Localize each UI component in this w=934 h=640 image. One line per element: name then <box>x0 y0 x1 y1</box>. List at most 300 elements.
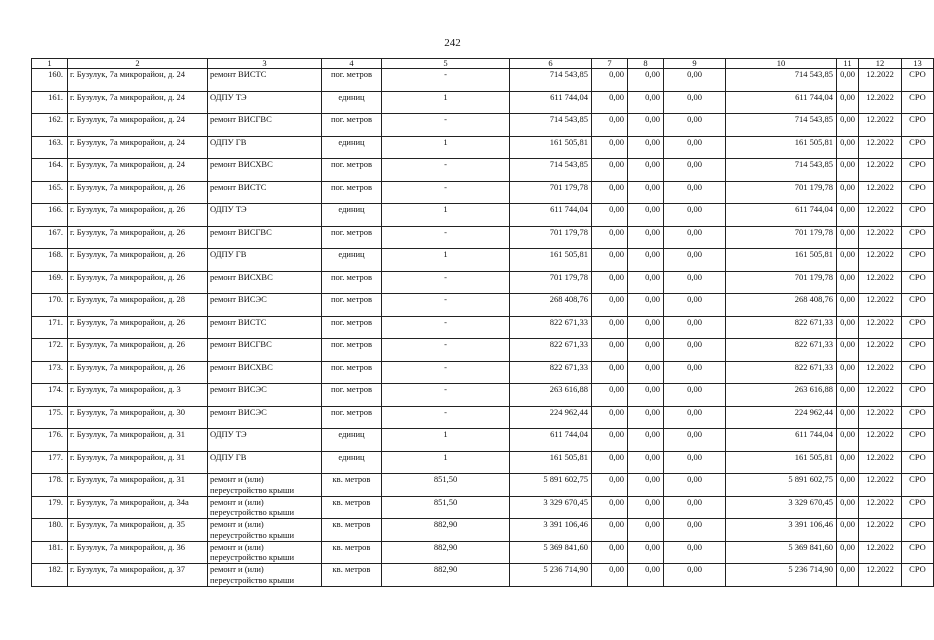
work-type-cell: ремонт ВИСХВС <box>208 271 322 294</box>
column-number: 3 <box>208 59 322 69</box>
budget-cell: 0,00 <box>628 384 664 407</box>
source-cell: СРО <box>902 69 934 92</box>
table-row <box>32 339 934 362</box>
fund-cell: 0,00 <box>592 136 628 159</box>
page-number: 242 <box>444 37 461 49</box>
row-number: 160. <box>32 69 68 92</box>
owner-funds-cell: 701 179,78 <box>726 226 837 249</box>
address-cell: г. Бузулук, 7а микрорайон, д. 36 <box>68 541 208 564</box>
row-number: 165. <box>32 181 68 204</box>
local-budget-cell: 0,00 <box>664 496 726 519</box>
fund-cell: 0,00 <box>592 384 628 407</box>
address-cell: г. Бузулук, 7а микрорайон, д. 24 <box>68 69 208 92</box>
work-type-cell: ремонт ВИСТС <box>208 181 322 204</box>
budget-cell: 0,00 <box>628 294 664 317</box>
owner-funds-cell: 5 891 602,75 <box>726 474 837 497</box>
local-budget-cell: 0,00 <box>664 204 726 227</box>
other-funds-cell: 0,00 <box>837 361 859 384</box>
fund-cell: 0,00 <box>592 69 628 92</box>
local-budget-cell: 0,00 <box>664 564 726 587</box>
unit-cell: единиц <box>322 204 382 227</box>
budget-cell: 0,00 <box>628 519 664 542</box>
fund-cell: 0,00 <box>592 181 628 204</box>
budget-cell: 0,00 <box>628 406 664 429</box>
row-number: 163. <box>32 136 68 159</box>
address-cell: г. Бузулук, 7а микрорайон, д. 31 <box>68 451 208 474</box>
column-number: 5 <box>382 59 510 69</box>
row-number: 181. <box>32 541 68 564</box>
deadline-cell: 12.2022 <box>859 384 902 407</box>
table-row <box>32 136 934 159</box>
quantity-cell: 851,50 <box>382 474 510 497</box>
other-funds-cell: 0,00 <box>837 564 859 587</box>
address-cell: г. Бузулук, 7а микрорайон, д. 24 <box>68 159 208 182</box>
total-cost-cell: 263 616,88 <box>510 384 592 407</box>
local-budget-cell: 0,00 <box>664 451 726 474</box>
local-budget-cell: 0,00 <box>664 91 726 114</box>
work-type-cell: ремонт ВИСЭС <box>208 294 322 317</box>
budget-cell: 0,00 <box>628 159 664 182</box>
quantity-cell: - <box>382 406 510 429</box>
total-cost-cell: 161 505,81 <box>510 136 592 159</box>
local-budget-cell: 0,00 <box>664 361 726 384</box>
source-cell: СРО <box>902 204 934 227</box>
source-cell: СРО <box>902 136 934 159</box>
row-number: 173. <box>32 361 68 384</box>
local-budget-cell: 0,00 <box>664 541 726 564</box>
address-cell: г. Бузулук, 7а микрорайон, д. 26 <box>68 204 208 227</box>
fund-cell: 0,00 <box>592 249 628 272</box>
deadline-cell: 12.2022 <box>859 564 902 587</box>
other-funds-cell: 0,00 <box>837 451 859 474</box>
budget-cell: 0,00 <box>628 136 664 159</box>
unit-cell: пог. метров <box>322 361 382 384</box>
local-budget-cell: 0,00 <box>664 226 726 249</box>
source-cell: СРО <box>902 451 934 474</box>
work-type-cell: ремонт и (или) переустройство крыши <box>208 474 322 497</box>
quantity-cell: - <box>382 339 510 362</box>
other-funds-cell: 0,00 <box>837 91 859 114</box>
deadline-cell: 12.2022 <box>859 91 902 114</box>
owner-funds-cell: 701 179,78 <box>726 181 837 204</box>
unit-cell: кв. метров <box>322 474 382 497</box>
quantity-cell: - <box>382 226 510 249</box>
table-row <box>32 271 934 294</box>
address-cell: г. Бузулук, 7а микрорайон, д. 26 <box>68 361 208 384</box>
local-budget-cell: 0,00 <box>664 429 726 452</box>
budget-cell: 0,00 <box>628 204 664 227</box>
total-cost-cell: 822 671,33 <box>510 361 592 384</box>
table-row <box>32 294 934 317</box>
column-number: 2 <box>68 59 208 69</box>
unit-cell: пог. метров <box>322 316 382 339</box>
work-type-cell: ОДПУ ТЭ <box>208 429 322 452</box>
total-cost-cell: 5 891 602,75 <box>510 474 592 497</box>
fund-cell: 0,00 <box>592 271 628 294</box>
fund-cell: 0,00 <box>592 474 628 497</box>
budget-cell: 0,00 <box>628 474 664 497</box>
address-cell: г. Бузулук, 7а микрорайон, д. 26 <box>68 316 208 339</box>
deadline-cell: 12.2022 <box>859 316 902 339</box>
budget-cell: 0,00 <box>628 451 664 474</box>
unit-cell: кв. метров <box>322 519 382 542</box>
fund-cell: 0,00 <box>592 361 628 384</box>
table-row <box>32 474 934 497</box>
total-cost-cell: 822 671,33 <box>510 316 592 339</box>
row-number: 162. <box>32 114 68 137</box>
budget-cell: 0,00 <box>628 339 664 362</box>
address-cell: г. Бузулук, 7а микрорайон, д. 31 <box>68 474 208 497</box>
budget-cell: 0,00 <box>628 114 664 137</box>
fund-cell: 0,00 <box>592 159 628 182</box>
other-funds-cell: 0,00 <box>837 181 859 204</box>
local-budget-cell: 0,00 <box>664 384 726 407</box>
quantity-cell: 1 <box>382 91 510 114</box>
quantity-cell: 882,90 <box>382 564 510 587</box>
quantity-cell: - <box>382 361 510 384</box>
address-cell: г. Бузулук, 7а микрорайон, д. 26 <box>68 271 208 294</box>
table-row <box>32 406 934 429</box>
fund-cell: 0,00 <box>592 316 628 339</box>
other-funds-cell: 0,00 <box>837 474 859 497</box>
budget-cell: 0,00 <box>628 429 664 452</box>
source-cell: СРО <box>902 564 934 587</box>
table-row <box>32 541 934 564</box>
local-budget-cell: 0,00 <box>664 114 726 137</box>
address-cell: г. Бузулук, 7а микрорайон, д. 24 <box>68 136 208 159</box>
work-type-cell: ремонт ВИСТС <box>208 69 322 92</box>
source-cell: СРО <box>902 541 934 564</box>
fund-cell: 0,00 <box>592 541 628 564</box>
total-cost-cell: 701 179,78 <box>510 271 592 294</box>
unit-cell: пог. метров <box>322 384 382 407</box>
other-funds-cell: 0,00 <box>837 69 859 92</box>
total-cost-cell: 714 543,85 <box>510 114 592 137</box>
quantity-cell: 1 <box>382 429 510 452</box>
row-number: 166. <box>32 204 68 227</box>
local-budget-cell: 0,00 <box>664 294 726 317</box>
unit-cell: пог. метров <box>322 226 382 249</box>
owner-funds-cell: 5 369 841,60 <box>726 541 837 564</box>
quantity-cell: 1 <box>382 451 510 474</box>
quantity-cell: 1 <box>382 204 510 227</box>
other-funds-cell: 0,00 <box>837 249 859 272</box>
budget-cell: 0,00 <box>628 271 664 294</box>
unit-cell: пог. метров <box>322 69 382 92</box>
fund-cell: 0,00 <box>592 339 628 362</box>
other-funds-cell: 0,00 <box>837 429 859 452</box>
quantity-cell: 882,90 <box>382 519 510 542</box>
deadline-cell: 12.2022 <box>859 406 902 429</box>
deadline-cell: 12.2022 <box>859 519 902 542</box>
address-cell: г. Бузулук, 7а микрорайон, д. 3 <box>68 384 208 407</box>
owner-funds-cell: 611 744,04 <box>726 91 837 114</box>
table-row <box>32 451 934 474</box>
owner-funds-cell: 822 671,33 <box>726 361 837 384</box>
deadline-cell: 12.2022 <box>859 361 902 384</box>
work-type-cell: ремонт и (или) переустройство крыши <box>208 519 322 542</box>
deadline-cell: 12.2022 <box>859 451 902 474</box>
table-row <box>32 181 934 204</box>
work-type-cell: ремонт ВИСГВС <box>208 339 322 362</box>
row-number: 170. <box>32 294 68 317</box>
other-funds-cell: 0,00 <box>837 136 859 159</box>
owner-funds-cell: 263 616,88 <box>726 384 837 407</box>
quantity-cell: - <box>382 271 510 294</box>
unit-cell: пог. метров <box>322 406 382 429</box>
work-type-cell: ОДПУ ТЭ <box>208 91 322 114</box>
table-row <box>32 69 934 92</box>
unit-cell: единиц <box>322 136 382 159</box>
source-cell: СРО <box>902 181 934 204</box>
other-funds-cell: 0,00 <box>837 114 859 137</box>
quantity-cell: 1 <box>382 136 510 159</box>
deadline-cell: 12.2022 <box>859 69 902 92</box>
address-cell: г. Бузулук, 7а микрорайон, д. 24 <box>68 91 208 114</box>
address-cell: г. Бузулук, 7а микрорайон, д. 34а <box>68 496 208 519</box>
work-type-cell: ремонт ВИСЭС <box>208 406 322 429</box>
deadline-cell: 12.2022 <box>859 294 902 317</box>
fund-cell: 0,00 <box>592 406 628 429</box>
owner-funds-cell: 224 962,44 <box>726 406 837 429</box>
fund-cell: 0,00 <box>592 114 628 137</box>
column-number: 1 <box>32 59 68 69</box>
local-budget-cell: 0,00 <box>664 339 726 362</box>
budget-cell: 0,00 <box>628 316 664 339</box>
work-type-cell: ремонт и (или) переустройство крыши <box>208 496 322 519</box>
fund-cell: 0,00 <box>592 429 628 452</box>
table-row <box>32 429 934 452</box>
work-type-cell: ремонт ВИСТС <box>208 316 322 339</box>
quantity-cell: - <box>382 114 510 137</box>
deadline-cell: 12.2022 <box>859 271 902 294</box>
table-row <box>32 249 934 272</box>
quantity-cell: - <box>382 69 510 92</box>
row-number: 172. <box>32 339 68 362</box>
table-row <box>32 226 934 249</box>
table-row <box>32 159 934 182</box>
column-number: 13 <box>902 59 934 69</box>
unit-cell: пог. метров <box>322 159 382 182</box>
table-row <box>32 316 934 339</box>
budget-cell: 0,00 <box>628 361 664 384</box>
owner-funds-cell: 268 408,76 <box>726 294 837 317</box>
row-number: 174. <box>32 384 68 407</box>
work-type-cell: ремонт ВИСХВС <box>208 361 322 384</box>
budget-cell: 0,00 <box>628 91 664 114</box>
column-number: 7 <box>592 59 628 69</box>
total-cost-cell: 5 369 841,60 <box>510 541 592 564</box>
budget-cell: 0,00 <box>628 181 664 204</box>
work-type-cell: ремонт ВИСГВС <box>208 114 322 137</box>
source-cell: СРО <box>902 429 934 452</box>
source-cell: СРО <box>902 316 934 339</box>
column-number: 6 <box>510 59 592 69</box>
owner-funds-cell: 611 744,04 <box>726 204 837 227</box>
local-budget-cell: 0,00 <box>664 474 726 497</box>
owner-funds-cell: 714 543,85 <box>726 159 837 182</box>
address-cell: г. Бузулук, 7а микрорайон, д. 26 <box>68 249 208 272</box>
total-cost-cell: 161 505,81 <box>510 249 592 272</box>
row-number: 167. <box>32 226 68 249</box>
address-cell: г. Бузулук, 7а микрорайон, д. 26 <box>68 181 208 204</box>
row-number: 177. <box>32 451 68 474</box>
local-budget-cell: 0,00 <box>664 316 726 339</box>
budget-cell: 0,00 <box>628 69 664 92</box>
other-funds-cell: 0,00 <box>837 384 859 407</box>
source-cell: СРО <box>902 249 934 272</box>
table-row <box>32 564 934 587</box>
owner-funds-cell: 161 505,81 <box>726 136 837 159</box>
unit-cell: пог. метров <box>322 294 382 317</box>
table-row <box>32 384 934 407</box>
local-budget-cell: 0,00 <box>664 181 726 204</box>
unit-cell: кв. метров <box>322 496 382 519</box>
row-number: 161. <box>32 91 68 114</box>
quantity-cell: - <box>382 384 510 407</box>
address-cell: г. Бузулук, 7а микрорайон, д. 26 <box>68 226 208 249</box>
local-budget-cell: 0,00 <box>664 136 726 159</box>
local-budget-cell: 0,00 <box>664 69 726 92</box>
local-budget-cell: 0,00 <box>664 406 726 429</box>
other-funds-cell: 0,00 <box>837 316 859 339</box>
work-type-cell: ОДПУ ГВ <box>208 136 322 159</box>
deadline-cell: 12.2022 <box>859 226 902 249</box>
fund-cell: 0,00 <box>592 496 628 519</box>
total-cost-cell: 611 744,04 <box>510 429 592 452</box>
other-funds-cell: 0,00 <box>837 519 859 542</box>
budget-cell: 0,00 <box>628 564 664 587</box>
row-number: 175. <box>32 406 68 429</box>
total-cost-cell: 3 329 670,45 <box>510 496 592 519</box>
owner-funds-cell: 701 179,78 <box>726 271 837 294</box>
fund-cell: 0,00 <box>592 91 628 114</box>
row-number: 168. <box>32 249 68 272</box>
fund-cell: 0,00 <box>592 451 628 474</box>
deadline-cell: 12.2022 <box>859 114 902 137</box>
local-budget-cell: 0,00 <box>664 519 726 542</box>
owner-funds-cell: 714 543,85 <box>726 114 837 137</box>
total-cost-cell: 714 543,85 <box>510 159 592 182</box>
quantity-cell: 1 <box>382 249 510 272</box>
column-number: 11 <box>837 59 859 69</box>
unit-cell: единиц <box>322 451 382 474</box>
deadline-cell: 12.2022 <box>859 429 902 452</box>
table-row <box>32 496 934 519</box>
other-funds-cell: 0,00 <box>837 204 859 227</box>
address-cell: г. Бузулук, 7а микрорайон, д. 35 <box>68 519 208 542</box>
owner-funds-cell: 5 236 714,90 <box>726 564 837 587</box>
work-type-cell: ОДПУ ГВ <box>208 249 322 272</box>
source-cell: СРО <box>902 226 934 249</box>
work-type-cell: ремонт ВИСХВС <box>208 159 322 182</box>
owner-funds-cell: 161 505,81 <box>726 451 837 474</box>
total-cost-cell: 5 236 714,90 <box>510 564 592 587</box>
unit-cell: кв. метров <box>322 564 382 587</box>
deadline-cell: 12.2022 <box>859 136 902 159</box>
work-type-cell: ОДПУ ТЭ <box>208 204 322 227</box>
row-number: 169. <box>32 271 68 294</box>
work-type-cell: ОДПУ ГВ <box>208 451 322 474</box>
address-cell: г. Бузулук, 7а микрорайон, д. 37 <box>68 564 208 587</box>
other-funds-cell: 0,00 <box>837 541 859 564</box>
fund-cell: 0,00 <box>592 226 628 249</box>
fund-cell: 0,00 <box>592 519 628 542</box>
address-cell: г. Бузулук, 7а микрорайон, д. 28 <box>68 294 208 317</box>
address-cell: г. Бузулук, 7а микрорайон, д. 31 <box>68 429 208 452</box>
source-cell: СРО <box>902 159 934 182</box>
source-cell: СРО <box>902 474 934 497</box>
other-funds-cell: 0,00 <box>837 226 859 249</box>
total-cost-cell: 822 671,33 <box>510 339 592 362</box>
row-number: 171. <box>32 316 68 339</box>
local-budget-cell: 0,00 <box>664 271 726 294</box>
capital-repair-table <box>31 58 934 587</box>
deadline-cell: 12.2022 <box>859 474 902 497</box>
row-number: 179. <box>32 496 68 519</box>
deadline-cell: 12.2022 <box>859 159 902 182</box>
table-row <box>32 519 934 542</box>
address-cell: г. Бузулук, 7а микрорайон, д. 26 <box>68 339 208 362</box>
source-cell: СРО <box>902 361 934 384</box>
deadline-cell: 12.2022 <box>859 339 902 362</box>
fund-cell: 0,00 <box>592 564 628 587</box>
table-row <box>32 114 934 137</box>
deadline-cell: 12.2022 <box>859 181 902 204</box>
budget-cell: 0,00 <box>628 541 664 564</box>
quantity-cell: 882,90 <box>382 541 510 564</box>
deadline-cell: 12.2022 <box>859 541 902 564</box>
owner-funds-cell: 161 505,81 <box>726 249 837 272</box>
address-cell: г. Бузулук, 7а микрорайон, д. 30 <box>68 406 208 429</box>
source-cell: СРО <box>902 271 934 294</box>
quantity-cell: - <box>382 159 510 182</box>
total-cost-cell: 3 391 106,46 <box>510 519 592 542</box>
total-cost-cell: 714 543,85 <box>510 69 592 92</box>
owner-funds-cell: 822 671,33 <box>726 316 837 339</box>
deadline-cell: 12.2022 <box>859 249 902 272</box>
work-type-cell: ремонт ВИСЭС <box>208 384 322 407</box>
local-budget-cell: 0,00 <box>664 159 726 182</box>
column-number: 12 <box>859 59 902 69</box>
column-number: 8 <box>628 59 664 69</box>
quantity-cell: 851,50 <box>382 496 510 519</box>
unit-cell: единиц <box>322 91 382 114</box>
budget-cell: 0,00 <box>628 249 664 272</box>
source-cell: СРО <box>902 384 934 407</box>
row-number: 176. <box>32 429 68 452</box>
column-number-row <box>32 59 934 69</box>
row-number: 178. <box>32 474 68 497</box>
column-number: 10 <box>726 59 837 69</box>
deadline-cell: 12.2022 <box>859 204 902 227</box>
unit-cell: пог. метров <box>322 271 382 294</box>
unit-cell: пог. метров <box>322 181 382 204</box>
quantity-cell: - <box>382 181 510 204</box>
source-cell: СРО <box>902 339 934 362</box>
total-cost-cell: 701 179,78 <box>510 181 592 204</box>
source-cell: СРО <box>902 406 934 429</box>
owner-funds-cell: 611 744,04 <box>726 429 837 452</box>
owner-funds-cell: 822 671,33 <box>726 339 837 362</box>
source-cell: СРО <box>902 519 934 542</box>
local-budget-cell: 0,00 <box>664 249 726 272</box>
fund-cell: 0,00 <box>592 294 628 317</box>
total-cost-cell: 161 505,81 <box>510 451 592 474</box>
table-row <box>32 361 934 384</box>
owner-funds-cell: 714 543,85 <box>726 69 837 92</box>
total-cost-cell: 268 408,76 <box>510 294 592 317</box>
